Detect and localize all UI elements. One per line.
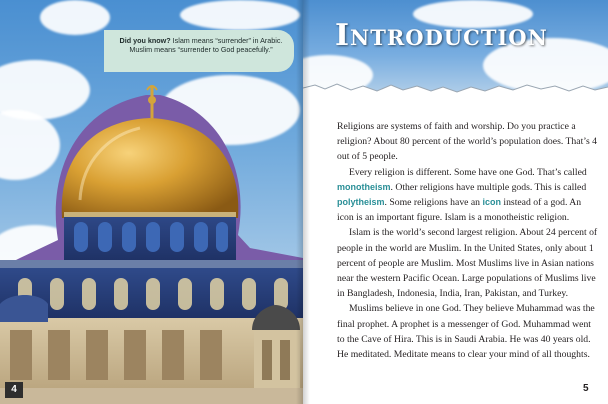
page-number-left: 4 [5, 382, 23, 398]
callout-heading: Did you know? [119, 36, 171, 45]
glossary-term-monotheism[interactable]: monotheism [337, 181, 391, 192]
page-number-right: 5 [583, 383, 589, 394]
right-page [303, 0, 608, 404]
glossary-term-polytheism[interactable]: polytheism [337, 197, 385, 208]
paragraph-text: . Other religions have multiple gods. This is called [390, 181, 587, 193]
did-you-know-callout [104, 30, 294, 72]
paragraph-text: instead of a god. An icon is an important figure. Islam is a monotheistic religion. [337, 197, 582, 224]
paragraph-text: Every religion is different. Some have one God. That’s called [349, 166, 587, 178]
left-page [0, 0, 303, 404]
glossary-term-icon[interactable]: icon [482, 197, 501, 208]
page-title: Introduction [335, 18, 548, 53]
paragraph: Islam is the world’s second largest religion. About 24 percent of people in the world are Muslim. In the United States, only about 1 percent of people are Muslim. Most Muslims live in Asian nations near the western Pacific Ocean. Large populations of Muslims live in Bangladesh, Indonesia, India, Iran, Pakistan, and Turkey. [337, 227, 598, 300]
paragraph [337, 165, 599, 226]
torn-paper-edge [303, 78, 608, 108]
paragraph-text: . Some religions have an [384, 197, 481, 209]
paragraph: Religions are systems of faith and worship. Do you practice a religion? About 80 percent of the world’s population does. That’s 4 out of 5 people. [337, 121, 597, 163]
callout-text: Islam means “surrender” in Arabic. Muslim means “surrender to God peacefully.” [129, 36, 283, 54]
book-gutter [296, 0, 310, 404]
paragraph: Muslims believe in one God. They believe Muhammad was the final prophet. A prophet is a messenger of God. Muhammad went to the Cave of Hira. This is in Saudi Arabia. He was 40 years old. He meditated. Meditate means to clear your mind of all thoughts. [337, 303, 595, 361]
body-text [337, 119, 599, 362]
